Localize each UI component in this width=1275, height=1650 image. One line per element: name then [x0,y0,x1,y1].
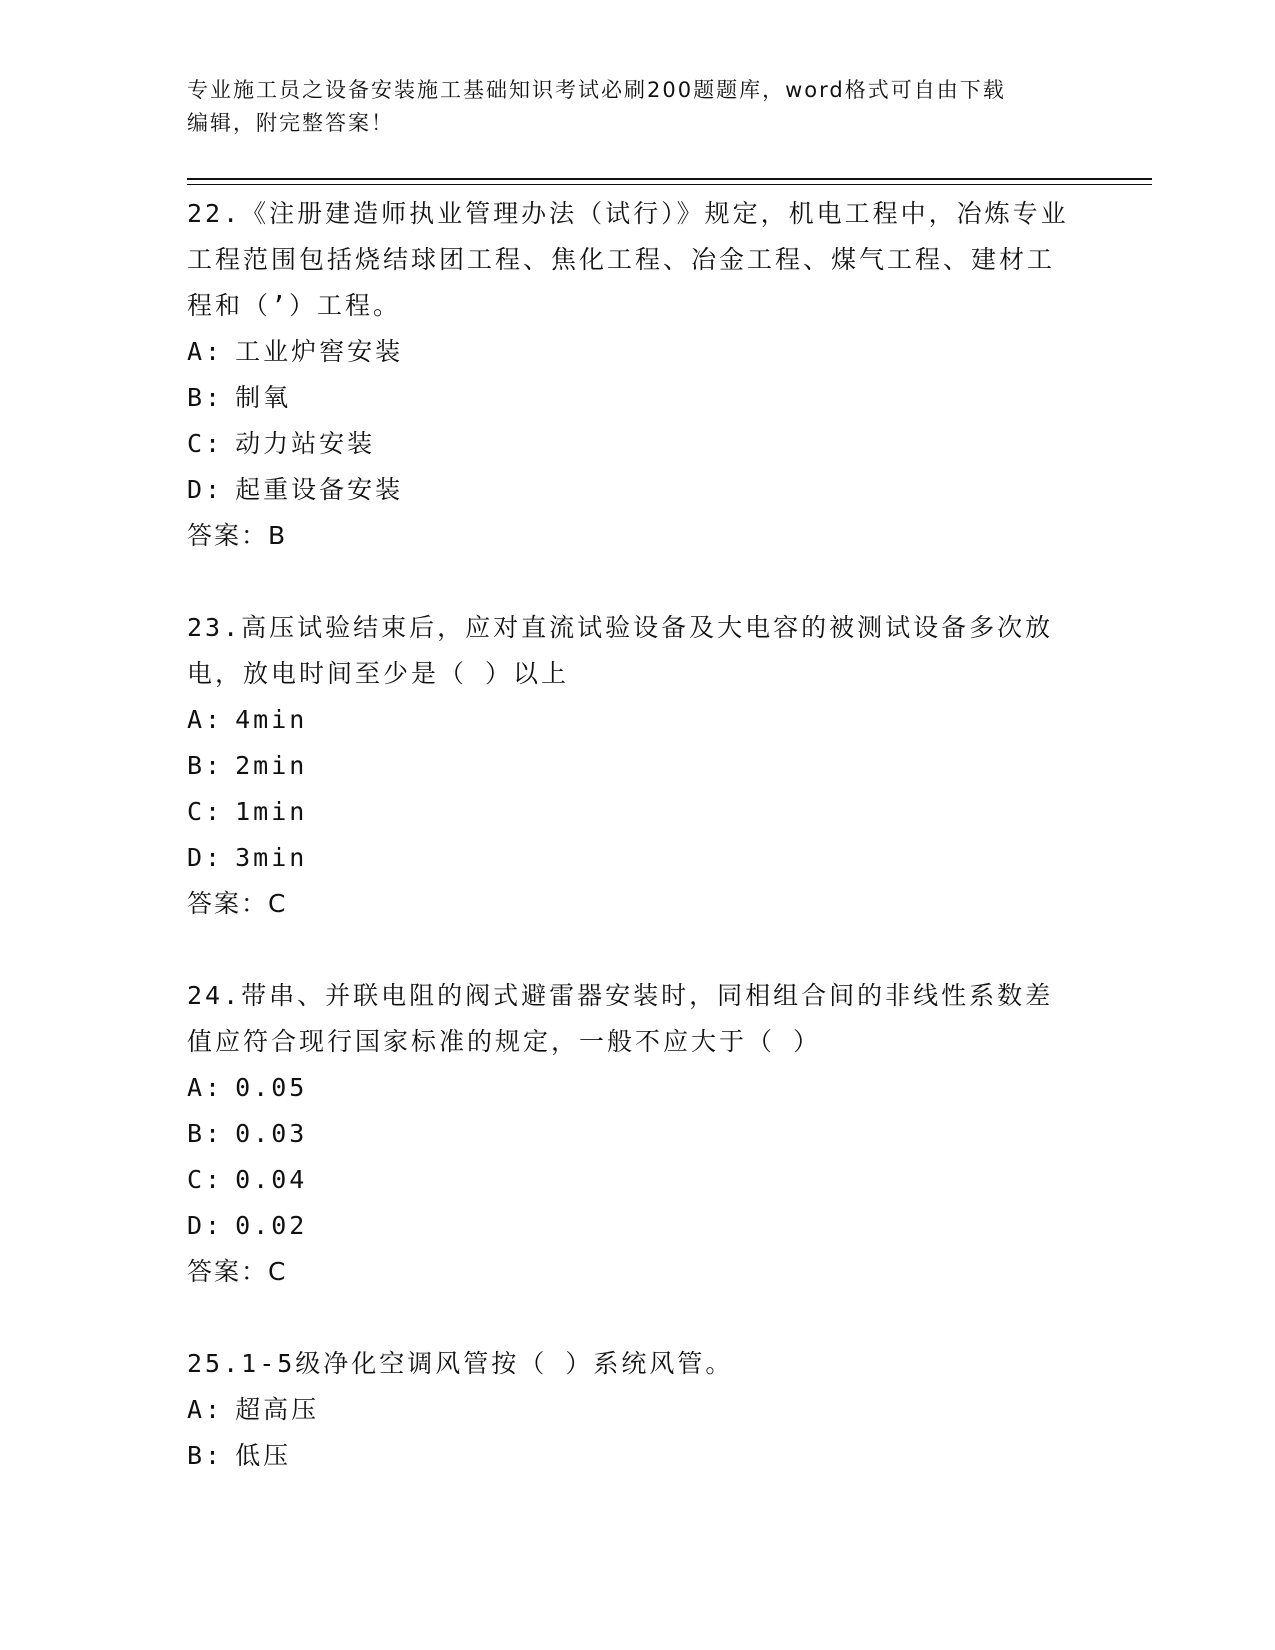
option-a [187,1387,1077,1433]
option-a [187,697,1077,743]
option-b [187,375,1077,421]
document-header [187,74,1067,140]
option-text: 1min [235,797,308,826]
answer-line: 答案：B [187,521,288,550]
option-key: C: [187,1165,224,1194]
option-b [187,1111,1077,1157]
header-divider-thick [187,178,1152,180]
option-c [187,421,1077,467]
option-key: A: [187,337,224,366]
option-key: A: [187,1073,224,1102]
header-line-1: 专业施工员之设备安装施工基础知识考试必刷200题题库，word格式可自由下载 [187,78,1006,102]
question-list [187,191,1077,1525]
question-23 [187,605,1077,927]
option-key: B: [187,383,224,412]
option-key: D: [187,1211,224,1240]
option-text: 动力站安装 [235,429,376,458]
option-key: A: [187,1395,224,1424]
option-text: 工业炉窖安装 [235,337,404,366]
option-text: 低压 [235,1441,292,1470]
option-key: B: [187,1441,224,1470]
option-text: 0.02 [235,1211,308,1240]
option-text: 0.03 [235,1119,308,1148]
option-key: C: [187,797,224,826]
option-b [187,743,1077,789]
option-text: 3min [235,843,308,872]
option-text: 0.04 [235,1165,308,1194]
option-text: 起重设备安装 [235,475,404,504]
header-divider-thin [187,184,1152,185]
option-key: B: [187,1119,224,1148]
option-key: D: [187,843,224,872]
question-stem: 24.带串、并联电阻的阀式避雷器安装时，同相组合间的非线性系数差值应符合现行国家标准的规定，一般不应大于（ ） [187,981,1054,1056]
option-d [187,1203,1077,1249]
option-d [187,835,1077,881]
header-line-2: 编辑，附完整答案！ [187,111,394,135]
option-key: B: [187,751,224,780]
answer-line: 答案：C [187,889,288,918]
option-a [187,329,1077,375]
answer-line: 答案：C [187,1257,288,1286]
question-stem: 25.1-5级净化空调风管按（ ）系统风管。 [187,1349,734,1378]
option-text: 超高压 [235,1395,320,1424]
question-24 [187,973,1077,1295]
question-22 [187,191,1077,559]
option-key: A: [187,705,224,734]
question-stem: 22.《注册建造师执业管理办法（试行）》规定，机电工程中，冶炼专业工程范围包括烧结球团工程、焦化工程、冶金工程、煤气工程、建材工程和（’）工程。 [187,199,1069,320]
question-stem: 23.高压试验结束后，应对直流试验设备及大电容的被测试设备多次放电，放电时间至少是（ ）以上 [187,613,1054,688]
question-25 [187,1341,1077,1479]
option-key: C: [187,429,224,458]
option-b [187,1433,1077,1479]
option-key: D: [187,475,224,504]
option-c [187,789,1077,835]
option-c [187,1157,1077,1203]
option-text: 2min [235,751,308,780]
option-text: 4min [235,705,308,734]
option-text: 0.05 [235,1073,308,1102]
option-d [187,467,1077,513]
option-text: 制氧 [235,383,292,412]
option-a [187,1065,1077,1111]
